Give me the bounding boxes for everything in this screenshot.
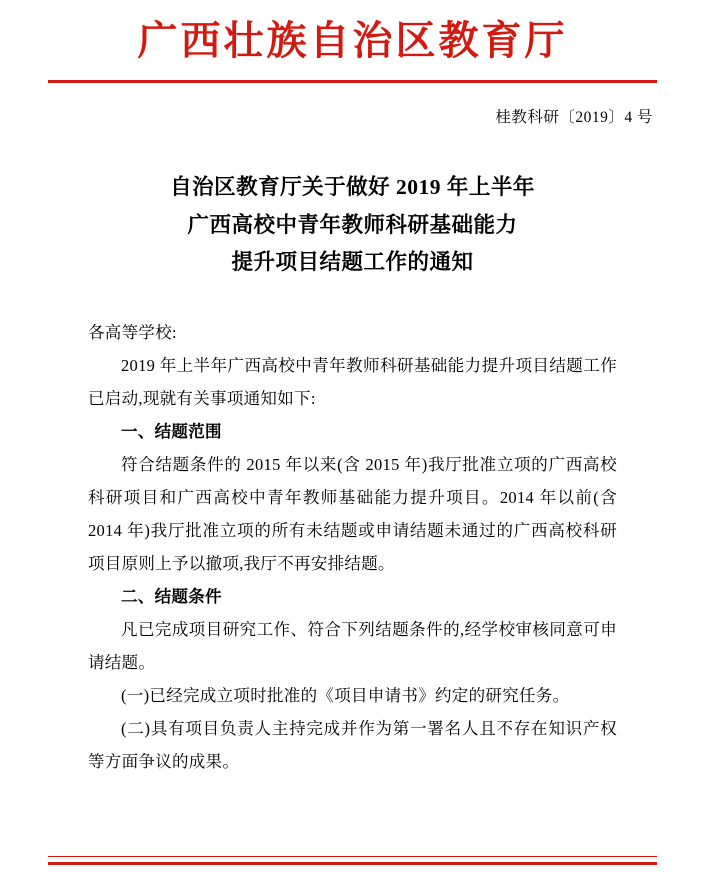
paragraph-conditions-intro: 凡已完成项目研究工作、符合下列结题条件的,经学校审核同意可申请结题。 <box>88 619 617 672</box>
section-heading-scope: 一、结题范围 <box>121 421 222 441</box>
footer-rule-thick <box>48 862 657 865</box>
document-title-line-3: 提升项目结题工作的通知 <box>231 250 474 275</box>
footer-rules <box>0 856 705 865</box>
document-number: 桂教科研〔2019〕4 号 <box>495 109 653 126</box>
section-heading-conditions: 二、结题条件 <box>121 586 222 606</box>
masthead <box>0 0 705 83</box>
paragraph-condition-2: (二)具有项目负责人主持完成并作为第一署名人且不存在知识产权等方面争议的成果。 <box>88 718 617 771</box>
paragraph-condition-1: (一)已经完成立项时批准的《项目申请书》约定的研究任务。 <box>121 685 570 705</box>
issuing-authority-title: 广西壮族自治区教育厅 <box>137 17 568 64</box>
paragraph-scope: 符合结题条件的 2015 年以来(含 2015 年)我厅批准立项的广西高校科研项目和广西高校中青年教师基础能力提升项目。2014 年以前(含 2014 年)我厅批准立项的所有未结题或申请结题未通过的广西高校科研项目原则上予以撤项,我厅不再安排结题。 <box>88 454 617 573</box>
document-title <box>0 169 705 282</box>
footer-rule-thin <box>48 856 657 857</box>
salutation: 各高等学校: <box>88 322 177 342</box>
document-body <box>88 316 617 778</box>
document-title-line-2: 广西高校中青年教师科研基础能力 <box>187 212 518 237</box>
paragraph-intro: 2019 年上半年广西高校中青年教师科研基础能力提升项目结题工作已启动,现就有关事项通知如下: <box>88 355 617 408</box>
document-title-line-1: 自治区教育厅关于做好 2019 年上半年 <box>170 175 535 199</box>
